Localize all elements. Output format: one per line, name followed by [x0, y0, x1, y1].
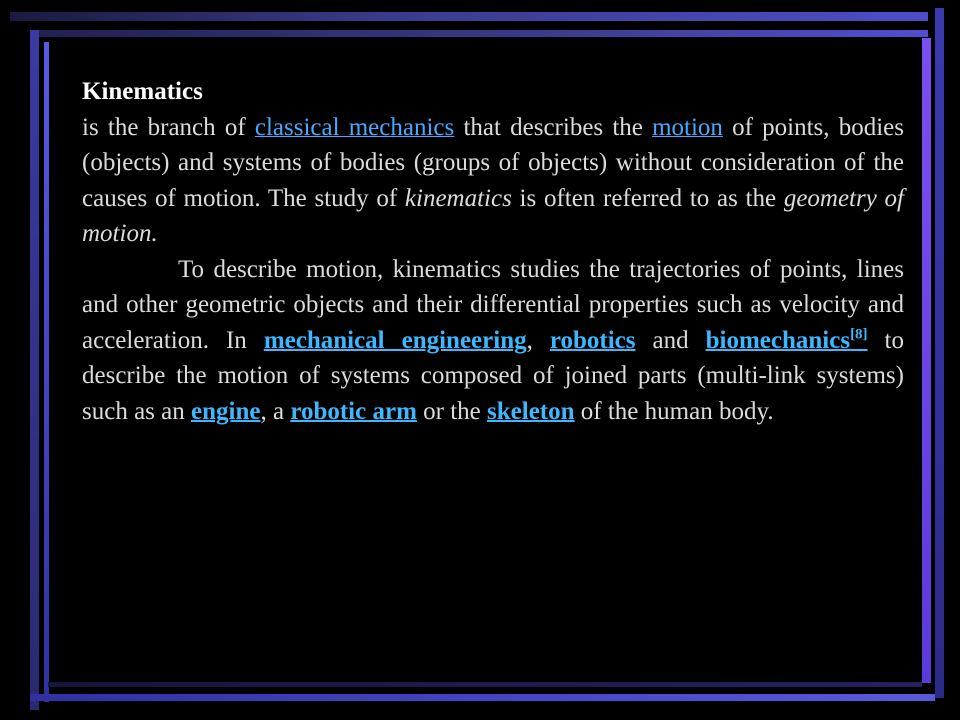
link-biomechanics[interactable]	[706, 327, 868, 354]
text-span: to describe the motion of systems composed of joined parts (multi-link systems) such as an	[82, 326, 904, 425]
text-span: , a	[260, 397, 291, 425]
link-robotic-arm[interactable]: robotic arm	[290, 397, 417, 425]
text-span: ,	[526, 326, 550, 354]
link-motion[interactable]: motion	[652, 113, 723, 141]
citation-8[interactable]: [8]	[850, 326, 868, 343]
slide-title: Kinematics	[82, 78, 203, 105]
text-span: .	[151, 220, 158, 247]
text-span: that describes the	[454, 113, 653, 141]
frame-bar-right-outer	[935, 8, 944, 698]
text-span: is the branch of	[82, 113, 255, 141]
frame-bar-left-outer	[30, 30, 39, 710]
link-classical-mechanics[interactable]: classical mechanics	[254, 113, 455, 141]
frame-bar-left-inner	[44, 42, 49, 702]
text-span: is often referred to as the	[511, 184, 784, 212]
link-biomechanics-label: biomechanics	[705, 326, 851, 354]
frame-bar-bottom-outer	[30, 694, 935, 701]
slide-content	[82, 74, 904, 429]
frame-bar-bottom-inner	[48, 682, 922, 687]
frame-bar-top-outer	[10, 12, 928, 21]
text-span: of points, bodies (objects) and systems of bodies (groups of objects) without consideration of the causes of motion. The study of	[82, 113, 904, 212]
emphasis-kinematics: kinematics	[404, 184, 512, 212]
link-engine[interactable]: engine	[191, 397, 261, 425]
link-mechanical-engineering[interactable]: mechanical engineering	[263, 326, 527, 354]
text-span: and	[635, 326, 706, 354]
paragraph-applications	[82, 252, 904, 430]
link-skeleton[interactable]: skeleton	[487, 397, 575, 425]
paragraph-definition	[82, 110, 904, 252]
text-span: of the human body.	[574, 397, 774, 425]
link-robotics[interactable]: robotics	[549, 326, 636, 354]
frame-bar-top-inner	[30, 30, 928, 37]
text-span: To describe motion, kinematics studies the trajectories of points, lines and other geometric objects and their differential properties such as velocity and acceleration. In	[82, 255, 904, 354]
text-span: or the	[416, 397, 488, 425]
emphasis-geometry-of-motion: geometry of motion	[82, 184, 904, 247]
frame-bar-right-inner	[922, 38, 931, 683]
